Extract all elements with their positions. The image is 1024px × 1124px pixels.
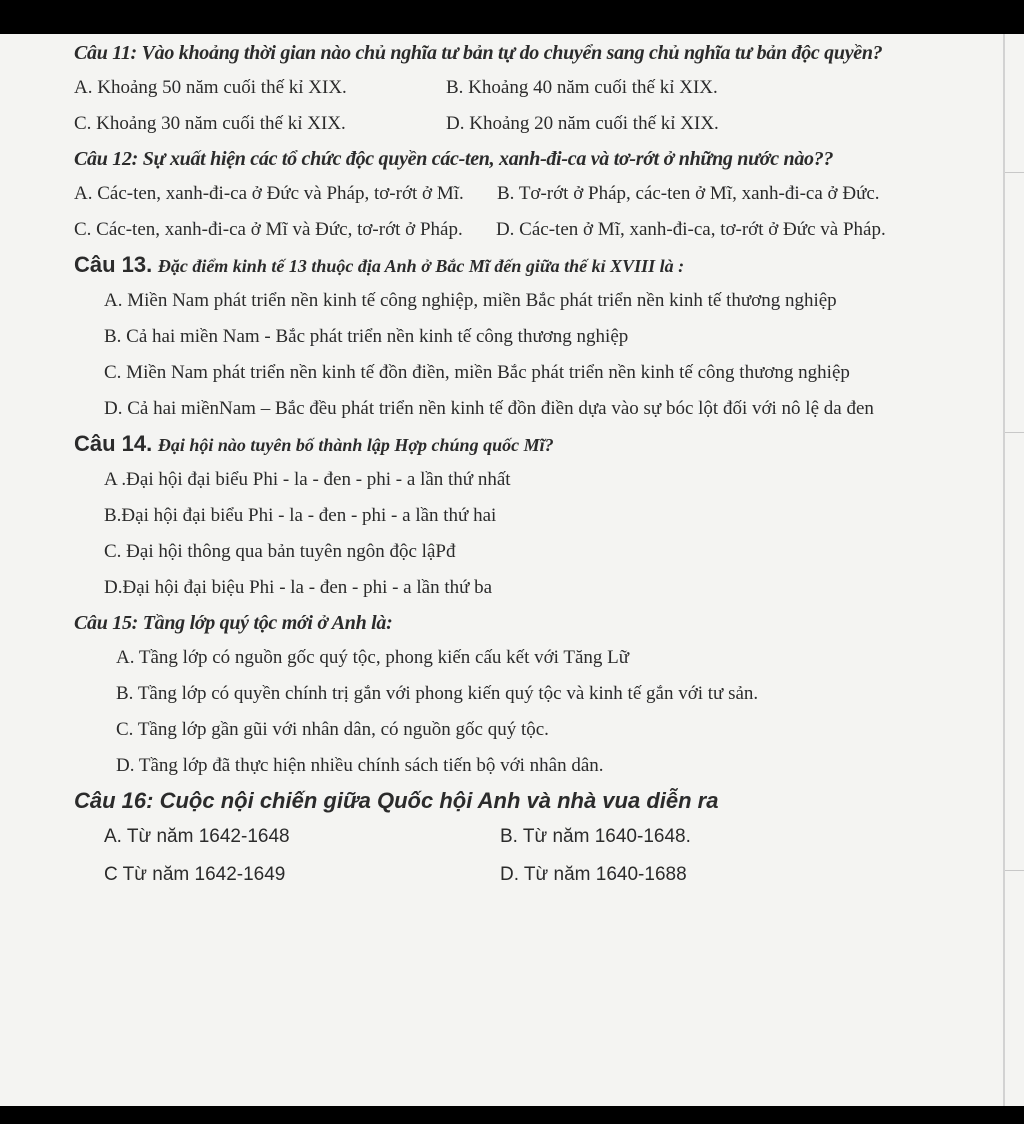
question-12-option-b: B. Tơ-rớt ở Pháp, các-ten ở Mĩ, xanh-đi-ca ở Đức. bbox=[497, 183, 880, 204]
question-12-text: Sự xuất hiện các tổ chức độc quyền các-ten, xanh-đi-ca và tơ-rớt ở những nước nào?? bbox=[142, 148, 834, 170]
question-12-number: Câu 12: bbox=[74, 148, 139, 170]
question-14-text: Đại hội nào tuyên bố thành lập Hợp chúng quốc Mĩ? bbox=[157, 435, 554, 455]
question-14-option-c: C. Đại hội thông qua bản tuyên ngôn độc lậPđ bbox=[104, 541, 456, 562]
question-16 bbox=[74, 784, 994, 894]
question-15-number: Câu 15: bbox=[74, 612, 139, 634]
page-edge-rule bbox=[1003, 34, 1005, 1106]
top-black-bar bbox=[0, 0, 1024, 34]
question-11-number: Câu 11: bbox=[74, 42, 137, 64]
question-13-option-d: D. Cả hai miềnNam – Bắc đều phát triển nền kinh tế đồn điền dựa vào sự bóc lột đối với nô lệ da đen bbox=[104, 398, 874, 419]
question-14-option-a: A .Đại hội đại biểu Phi - la - đen - phi - a lần thứ nhất bbox=[104, 469, 511, 490]
question-12-options-cd bbox=[74, 212, 994, 248]
bottom-black-bar bbox=[0, 1106, 1024, 1124]
question-15 bbox=[74, 606, 994, 784]
question-15-option-c: C. Tầng lớp gần gũi với nhân dân, có nguồn gốc quý tộc. bbox=[116, 719, 549, 740]
question-14-option-b: B.Đại hội đại biểu Phi - la - đen - phi - a lần thứ hai bbox=[104, 505, 497, 526]
question-13-number: Câu 13. bbox=[74, 252, 153, 277]
question-16-number: Câu 16: bbox=[74, 788, 154, 813]
question-15-option-b: B. Tầng lớp có quyền chính trị gắn với phong kiến quý tộc và kinh tế gắn với tư sản. bbox=[116, 683, 759, 704]
question-14-number: Câu 14. bbox=[74, 431, 153, 456]
margin-tick bbox=[1005, 172, 1024, 173]
question-11-option-c: C. Khoảng 30 năm cuối thế kỉ XIX. bbox=[74, 113, 346, 134]
question-13-prompt bbox=[74, 248, 994, 283]
quiz-document bbox=[74, 36, 994, 894]
question-15-option-d: D. Tầng lớp đã thực hiện nhiều chính sách tiến bộ với nhân dân. bbox=[116, 755, 604, 776]
question-14-option-d: D.Đại hội đại biệu Phi - la - đen - phi - a lần thứ ba bbox=[104, 577, 493, 598]
question-13-option-b: B. Cả hai miền Nam - Bắc phát triển nền kinh tế công thương nghiệp bbox=[104, 326, 629, 347]
question-13-text: Đặc điểm kinh tế 13 thuộc địa Anh ở Bắc Mĩ đến giữa thế kỉ XVIII là : bbox=[157, 256, 685, 276]
question-12-prompt bbox=[74, 142, 994, 176]
question-11-options-row-2 bbox=[74, 106, 994, 142]
question-16-option-b: B. Từ năm 1640-1648. bbox=[500, 826, 691, 847]
question-11-option-a: A. Khoảng 50 năm cuối thế kỉ XIX. bbox=[74, 77, 347, 98]
question-11-option-d: D. Khoảng 20 năm cuối thế kỉ XIX. bbox=[446, 113, 719, 134]
question-12-option-a: A. Các-ten, xanh-đi-ca ở Đức và Pháp, tơ-rớt ở Mĩ. bbox=[74, 183, 464, 204]
question-16-text: Cuộc nội chiến giữa Quốc hội Anh và nhà vua diễn ra bbox=[159, 788, 719, 813]
question-12-option-d: D. Các-ten ở Mĩ, xanh-đi-ca, tơ-rớt ở Đức và Pháp. bbox=[495, 219, 886, 240]
margin-tick bbox=[1005, 870, 1024, 871]
question-11 bbox=[74, 36, 994, 142]
question-15-text: Tầng lớp quý tộc mới ở Anh là: bbox=[142, 612, 393, 634]
question-14-prompt bbox=[74, 427, 994, 462]
question-13 bbox=[74, 248, 994, 427]
question-11-options-row-1 bbox=[74, 70, 994, 106]
question-12 bbox=[74, 142, 994, 248]
question-13-option-a: A. Miền Nam phát triển nền kinh tế công nghiệp, miền Bắc phát triển nền kinh tế thương nghiệp bbox=[104, 290, 837, 311]
question-11-text: Vào khoảng thời gian nào chủ nghĩa tư bản tự do chuyển sang chủ nghĩa tư bản độc quyền? bbox=[141, 42, 883, 64]
question-16-prompt bbox=[74, 784, 994, 818]
question-16-option-d: D. Từ năm 1640-1688 bbox=[500, 864, 687, 885]
question-11-prompt bbox=[74, 36, 994, 70]
question-16-option-a: A. Từ năm 1642-1648 bbox=[104, 826, 290, 847]
question-16-options-row-2 bbox=[74, 856, 994, 894]
question-16-option-c: C Từ năm 1642-1649 bbox=[104, 864, 286, 885]
question-12-option-c: C. Các-ten, xanh-đi-ca ở Mĩ và Đức, tơ-rớt ở Pháp. bbox=[74, 219, 463, 240]
question-15-option-a: A. Tầng lớp có nguồn gốc quý tộc, phong kiến cấu kết với Tăng Lữ bbox=[116, 647, 630, 668]
question-13-option-c: C. Miền Nam phát triển nền kinh tế đồn điền, miền Bắc phát triển nền kinh tế công thương nghiệp bbox=[104, 362, 850, 383]
question-16-options-row-1 bbox=[74, 818, 994, 856]
question-12-options-ab bbox=[74, 176, 994, 212]
margin-tick bbox=[1005, 432, 1024, 433]
question-14 bbox=[74, 427, 994, 606]
question-11-option-b: B. Khoảng 40 năm cuối thế kỉ XIX. bbox=[446, 77, 718, 98]
question-15-prompt bbox=[74, 606, 994, 640]
